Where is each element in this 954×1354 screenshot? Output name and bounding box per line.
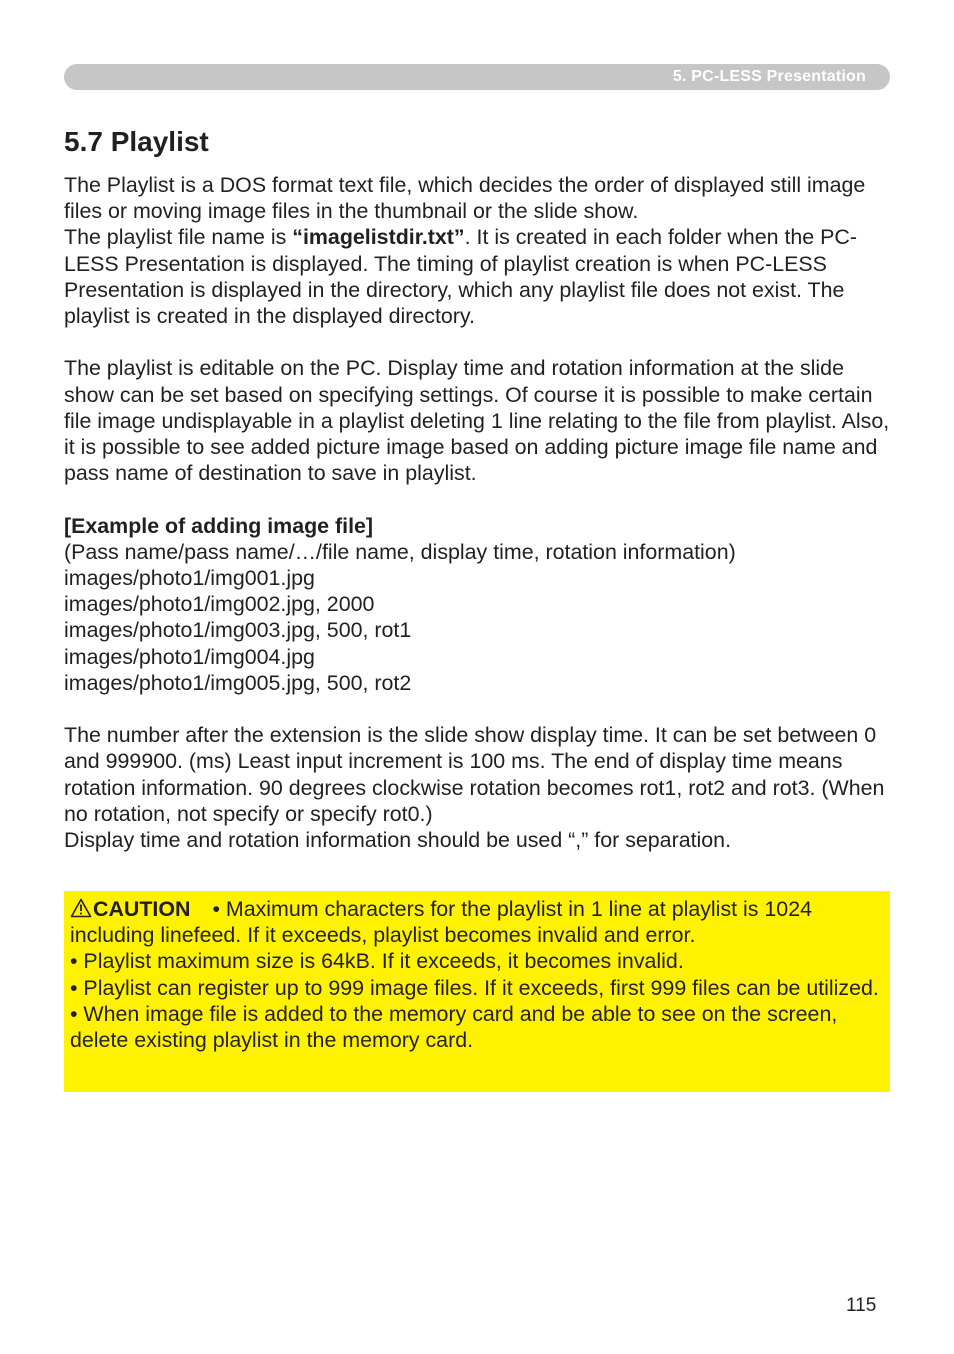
example-line: images/photo1/img002.jpg, 2000: [64, 592, 375, 617]
example-heading: [64, 513, 894, 539]
paragraph-gap: [64, 329, 894, 355]
example-line: images/photo1/img003.jpg, 500, rot1: [64, 618, 412, 643]
playlist-filename: “imagelistdir.txt”: [292, 225, 465, 250]
caution-item: • When image file is added to the memory card and be able to see on the screen, delete existing playlist in the memory card.: [70, 1001, 838, 1053]
filename-paragraph-rest: . It is created in each folder when the PC-LESS Presentation is displayed. The timing of playlist creation is when PC-LESS Presentation is displayed in the directory, which any playlist file does not exist. The playlist is created in the displayed directory.: [64, 225, 857, 329]
example-line: images/photo1/img001.jpg: [64, 566, 315, 591]
filename-paragraph-lead: The playlist file name is: [64, 225, 293, 250]
body-text: [64, 172, 894, 853]
paragraph-gap: [64, 486, 894, 512]
caution-box: [64, 891, 890, 1092]
chapter-header-bar: [64, 64, 890, 90]
paragraph-gap: [64, 696, 894, 722]
separation-paragraph: Display time and rotation information should be used “,” for separation.: [64, 828, 732, 853]
caution-item: • Playlist can register up to 999 image files. If it exceeds, first 999 files can be utilized.: [70, 975, 879, 1000]
intro-paragraph: The Playlist is a DOS format text file, which decides the order of displayed still image files or moving image files in the thumbnail or the slide show.: [64, 173, 866, 224]
caution-item: [70, 896, 884, 948]
caution-item-text: • Maximum characters for the playlist in 1 line at playlist is 1024 including linefeed. If it exceeds, playlist becomes invalid and error.: [70, 897, 812, 948]
caution-label: CAUTION: [93, 897, 191, 921]
example-line: images/photo1/img005.jpg, 500, rot2: [64, 670, 412, 695]
example-heading-text: [Example of adding image file]: [64, 513, 374, 538]
editable-paragraph: The playlist is editable on the PC. Display time and rotation information at the slide show can be set based on specifying settings. Of course it is possible to make certain file image undisplayable in a playlist deleting 1 line relating to the file from playlist. Also, it is possible to see added picture image based on adding picture image file name and pass name of destination to save in playlist.: [64, 356, 890, 486]
warning-triangle-icon: [70, 898, 92, 918]
display-time-paragraph: The number after the extension is the slide show display time. It can be set between 0 and 999900. (ms) Least input increment is 100 ms. The end of display time means rotation information. 90 degrees clockwise rotation becomes rot1, rot2 and rot3. (When no rotation, not specify or specify rot0.): [64, 723, 885, 826]
filename-paragraph: [64, 224, 894, 329]
chapter-title: 5. PC-LESS Presentation: [672, 68, 866, 85]
caution-item: • Playlist maximum size is 64kB. If it exceeds, it becomes invalid.: [70, 949, 684, 974]
example-format: (Pass name/pass name/…/file name, display time, rotation information): [64, 539, 736, 564]
section-title: 5.7 Playlist: [64, 126, 209, 157]
example-line: images/photo1/img004.jpg: [64, 644, 315, 669]
page-number: 115: [846, 1295, 877, 1316]
